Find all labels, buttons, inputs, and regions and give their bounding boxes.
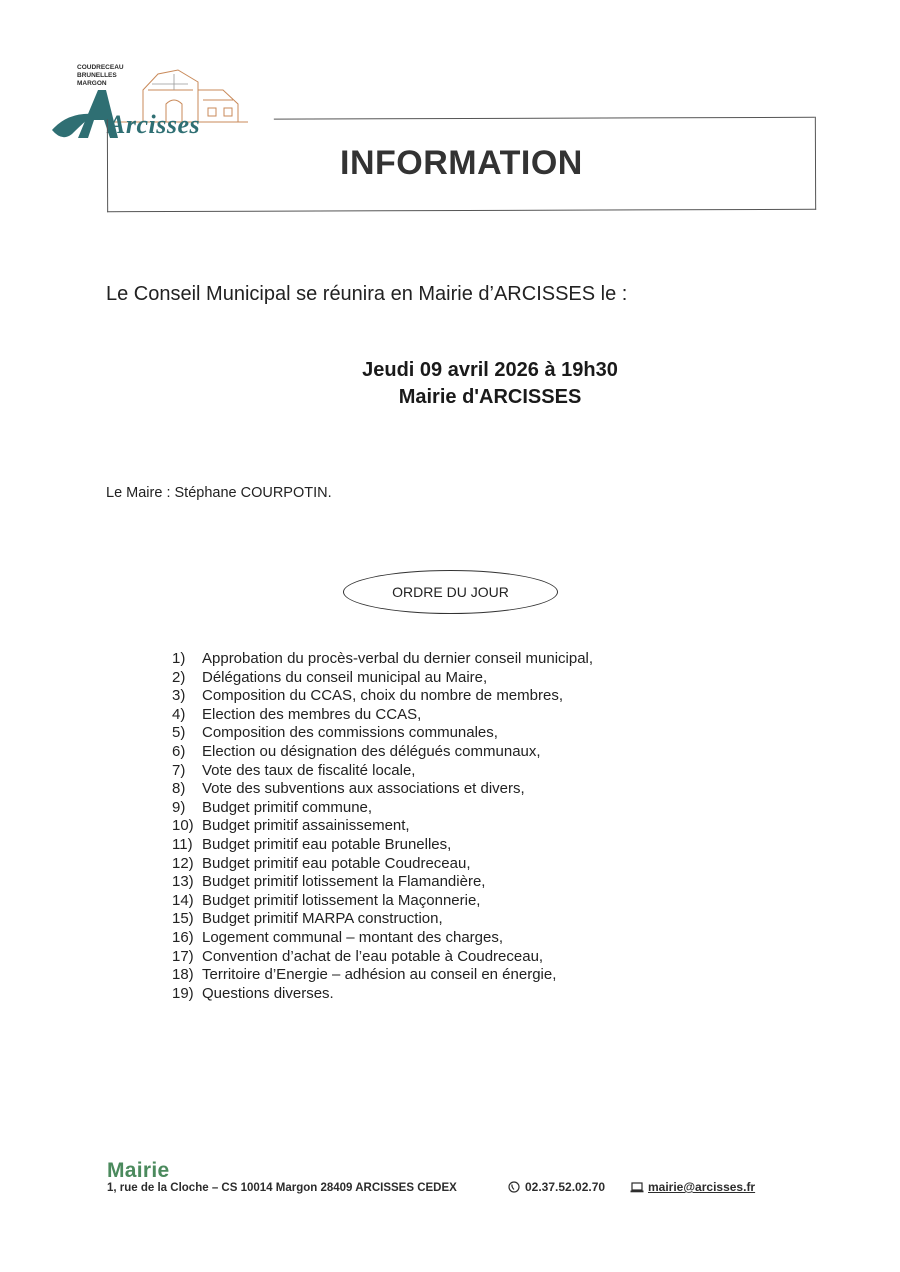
agenda-item-text: Composition des commissions communales, [202,724,498,742]
agenda-item [172,780,692,799]
agenda-item-text: Budget primitif lotissement la Maçonnerie, [202,891,481,909]
agenda-item-number: 12) [172,854,194,872]
agenda-item-number: 4) [172,705,186,723]
agenda-item-text: Territoire d’Energie – adhésion au conseil en énergie, [202,966,557,984]
agenda-item-text: Vote des subventions aux associations et divers, [202,780,525,798]
agenda-item [172,836,692,855]
intro-text: Le Conseil Municipal se réunira en Mairie d’ARCISSES le : [106,283,628,305]
agenda-item-number: 17) [172,947,194,965]
agenda-item-number: 1) [172,650,186,667]
agenda-item [172,873,692,892]
agenda-item-number: 5) [172,724,186,742]
agenda-item-text: Vote des taux de fiscalité locale, [202,761,416,779]
agenda-item [172,948,692,967]
agenda-item-number: 18) [172,966,194,984]
meeting-place: Mairie d'ARCISSES [398,386,582,408]
agenda-item-text: Budget primitif MARPA construction, [202,910,443,928]
footer-title: Mairie [107,1159,170,1182]
agenda-item [172,929,692,948]
agenda-item-text: Budget primitif eau potable Brunelles, [202,835,452,853]
agenda-item [172,799,692,818]
footer-address: 1, rue de la Cloche – CS 10014 Margon 28409 ARCISSES CEDEX [107,1182,457,1194]
agenda-item-text: Budget primitif assainissement, [202,817,410,835]
agenda-item-text: Délégations du conseil municipal au Maire, [202,668,488,686]
agenda-item-text: Election des membres du CCAS, [202,705,422,723]
agenda-item-text: Approbation du procès-verbal du dernier conseil municipal, [202,650,594,667]
agenda-item-number: 15) [172,910,194,928]
agenda-item-text: Convention d’achat de l’eau potable à Coudreceau, [202,947,544,965]
footer-email [630,1180,755,1194]
logo-name: Arcisses [108,110,201,139]
agenda-item [172,650,692,669]
agenda-item [172,817,692,836]
maire-signature: Le Maire : Stéphane COURPOTIN. [106,485,332,501]
logo-line: BRUNELLES [77,72,117,79]
agenda-item-number: 3) [172,687,186,705]
agenda-item-number: 16) [172,928,194,946]
agenda-item-number: 8) [172,780,186,798]
agenda-item [172,762,692,781]
agenda-item-text: Budget primitif commune, [202,798,373,816]
agenda-item-number: 7) [172,761,186,779]
agenda-item-text: Questions diverses. [202,984,334,1002]
agenda-item [172,892,692,911]
agenda-item-number: 9) [172,798,186,816]
agenda-item-text: Composition du CCAS, choix du nombre de membres, [202,687,563,705]
agenda-list [172,650,692,1003]
agenda-item [172,910,692,929]
agenda-item [172,966,692,985]
logo-line: COUDRECEAU [77,64,124,71]
page-title: INFORMATION [340,144,583,182]
agenda-item-text: Budget primitif eau potable Coudreceau, [202,854,471,872]
agenda-item-text: Election ou désignation des délégués communaux, [202,742,541,760]
meeting-date: Jeudi 09 avril 2026 à 19h30 [362,359,618,381]
agenda-item [172,985,692,1004]
agenda-item [172,687,692,706]
agenda-item-number: 2) [172,668,186,686]
logo-commune-names [77,64,124,88]
agenda-item [172,743,692,762]
meeting-block [300,357,680,411]
agenda-item-text: Budget primitif lotissement la Flamandière, [202,873,486,891]
agenda-item-number: 14) [172,891,194,909]
footer-phone [508,1180,605,1194]
agenda-item-number: 6) [172,742,186,760]
email-link[interactable]: mairie@arcisses.fr [648,1180,756,1194]
logo-line: MARGON [77,80,107,87]
phone-icon [508,1181,520,1193]
agenda-item-number: 19) [172,984,194,1002]
agenda-item [172,855,692,874]
agenda-item [172,669,692,688]
phone-number: 02.37.52.02.70 [525,1180,606,1194]
agenda-item-number: 11) [172,835,193,853]
agenda-item [172,706,692,725]
agenda-item [172,724,692,743]
laptop-icon [630,1182,644,1193]
ordre-du-jour-label: ORDRE DU JOUR [343,570,558,614]
agenda-item-number: 10) [172,817,194,835]
agenda-item-number: 13) [172,873,194,891]
agenda-item-text: Logement communal – montant des charges, [202,928,504,946]
